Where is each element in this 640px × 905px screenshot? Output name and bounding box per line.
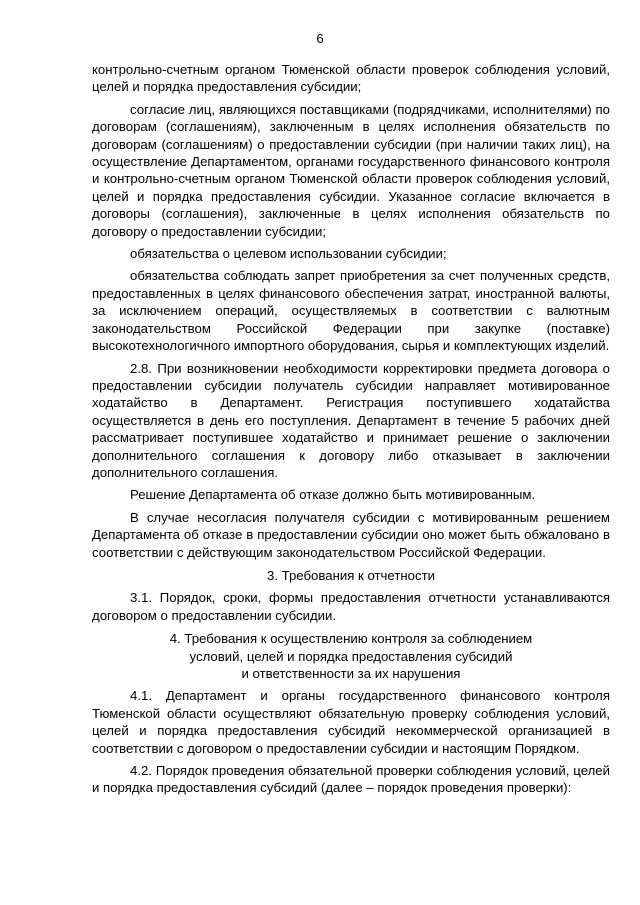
section-3-heading: 3. Требования к отчетности xyxy=(267,567,435,583)
paragraph-target-use: обязательства о целевом использовании субсидии; xyxy=(130,246,447,262)
section-4-heading-line-1: 4. Требования к осуществлению контроля за соблюдением xyxy=(169,631,533,647)
section-4-heading-line-3: и ответственности за их нарушения xyxy=(241,666,461,681)
document-body xyxy=(92,61,610,797)
paragraph-appeal: В случае несогласия получателя субсидии с мотивированным решением Департамента об отказе в предоставлении субсидии оно может быть обжаловано в соответствии с действующим законодательством Российской Федерации. xyxy=(92,509,610,560)
paragraph-3-1: 3.1. Порядок, сроки, формы предоставления отчетности устанавливаются договором о предоставлении субсидии. xyxy=(92,590,610,623)
paragraph-2-8: 2.8. При возникновении необходимости корректировки предмета договора о предоставлении субсидии получатель субсидии направляет мотивированное ходатайство в Департамент. Регистрация поступившего ходатайства осуществляется в день его поступления. Департамент в течение 5 рабочих дней рассматривает поступившее ходатайство и принимает решение о заключении дополнительного соглашения к договору либо отказывает в заключении дополнительного соглашения. xyxy=(92,360,610,480)
paragraph-4-2: 4.2. Порядок проведения обязательной проверки соблюдения условий, целей и порядка предоставления субсидий (далее – порядок проведения проверки): xyxy=(92,763,610,796)
paragraph-consent: согласие лиц, являющихся поставщиками (подрядчиками, исполнителями) по договорам (соглашениям), заключенным в целях исполнения обязательств по договорам (соглашениям) о предоставлении субсидии (при наличии таких лиц), на осуществление Департаментом, органами государственного финансового контроля и контрольно-счетным органом Тюменской области проверок соблюдения условий, целей и порядка предоставления субсидии. Указанное согласие включается в договоры (соглашения), заключенные в целях исполнения обязательств по договору о предоставлении субсидии; xyxy=(92,101,610,239)
section-4-heading-line-2: условий, целей и порядка предоставления субсидий xyxy=(189,648,513,664)
page-number: 6 xyxy=(316,31,324,46)
paragraph-currency-ban: обязательства соблюдать запрет приобретения за счет полученных средств, предоставленных в целях финансового обеспечения затрат, иностранной валюты, за исключением операций, осуществляемых в соответствии с валютным законодательством Российской Федерации при закупке (поставке) высокотехнологичного импортного оборудования, сырья и комплектующих изделий. xyxy=(92,268,610,354)
paragraph-refusal-motivated: Решение Департамента об отказе должно быть мотивированным. xyxy=(130,487,536,503)
paragraph-continuation: контрольно-счетным органом Тюменской области проверок соблюдения условий, целей и порядка предоставления субсидии; xyxy=(92,62,610,95)
paragraph-4-1: 4.1. Департамент и органы государственного финансового контроля Тюменской области осуществляют обязательную проверку соблюдения условий, целей и порядка предоставления субсидий некоммерческой организацией в соответствии с договором о предоставлении субсидии и настоящим Порядком. xyxy=(92,688,610,756)
section-4-heading xyxy=(92,630,610,682)
